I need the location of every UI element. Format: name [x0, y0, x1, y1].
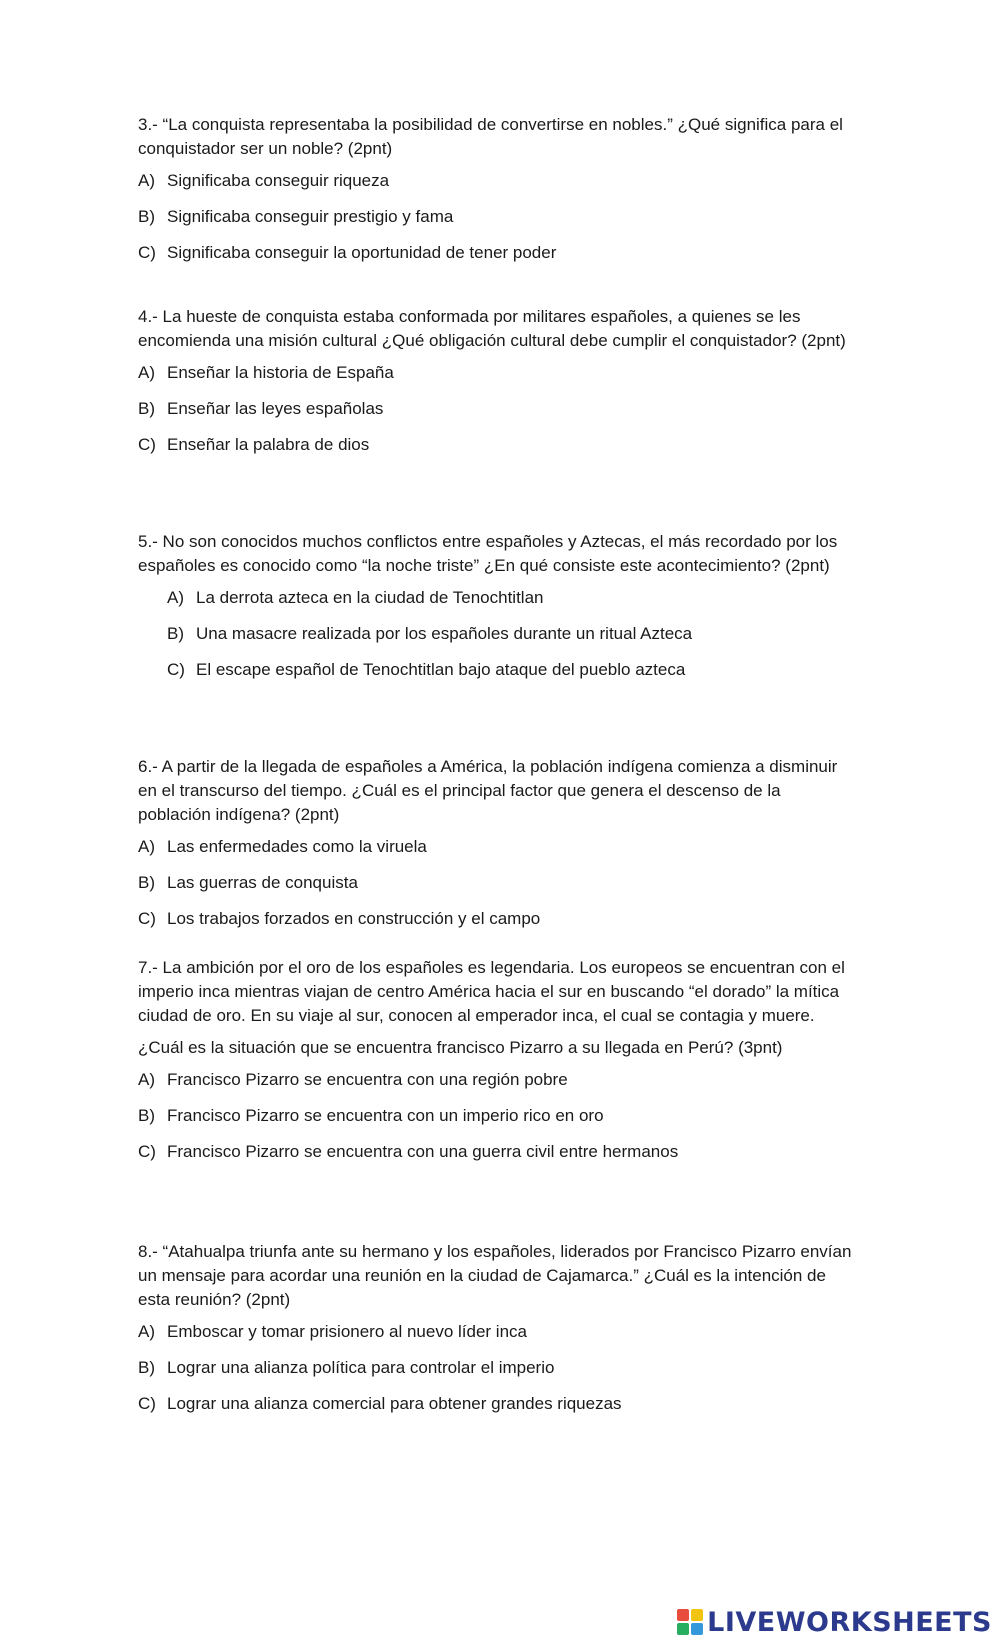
- option-letter: C): [138, 243, 156, 262]
- option-text: Las enfermedades como la viruela: [167, 837, 427, 856]
- question-8: [138, 1240, 858, 1428]
- option-c[interactable]: [138, 241, 858, 277]
- option-text: Enseñar las leyes españolas: [167, 399, 384, 418]
- option-letter: C): [138, 435, 156, 454]
- option-text: Lograr una alianza política para controlar el imperio: [167, 1358, 555, 1377]
- options-list: [138, 169, 858, 277]
- option-letter: A): [167, 588, 184, 607]
- option-text: El escape español de Tenochtitlan bajo ataque del pueblo azteca: [196, 660, 686, 679]
- option-b[interactable]: [138, 205, 858, 241]
- option-letter: B): [138, 1106, 155, 1125]
- option-a[interactable]: [138, 361, 858, 397]
- question-3: [138, 113, 858, 277]
- options-list: [138, 835, 858, 943]
- options-list: [138, 1320, 858, 1428]
- option-letter: C): [138, 909, 156, 928]
- option-text: Una masacre realizada por los españoles durante un ritual Azteca: [196, 624, 693, 643]
- option-c[interactable]: [138, 1392, 858, 1428]
- option-b[interactable]: [167, 622, 858, 658]
- option-text: Las guerras de conquista: [167, 873, 358, 892]
- option-c[interactable]: [138, 1140, 858, 1176]
- option-letter: B): [167, 624, 184, 643]
- option-b[interactable]: [138, 871, 858, 907]
- option-text: Emboscar y tomar prisionero al nuevo líder inca: [167, 1322, 527, 1341]
- option-a[interactable]: [167, 586, 858, 622]
- option-text: Significaba conseguir riqueza: [167, 171, 390, 190]
- question-text: 6.- A partir de la llegada de españoles a América, la población indígena comienza a disminuir en el transcurso del tiempo. ¿Cuál es el principal factor que genera el descenso de la población indígena? (2pnt): [138, 757, 838, 824]
- option-c[interactable]: [138, 907, 858, 943]
- option-c[interactable]: [167, 658, 858, 694]
- logo-tile: [677, 1623, 689, 1635]
- option-text: La derrota azteca en la ciudad de Tenochtitlan: [196, 588, 544, 607]
- options-list: [138, 361, 858, 469]
- option-letter: A): [138, 1070, 155, 1089]
- question-text: 4.- La hueste de conquista estaba conformada por militares españoles, a quienes se les encomienda una misión cultural ¿Qué obligación cultural debe cumplir el conquistador? (2pnt): [138, 307, 846, 350]
- options-list: [167, 586, 858, 694]
- option-letter: A): [138, 837, 155, 856]
- option-a[interactable]: [138, 835, 858, 871]
- liveworksheets-logo[interactable]: [677, 1605, 992, 1639]
- option-letter: A): [138, 1322, 155, 1341]
- option-letter: B): [138, 207, 155, 226]
- logo-tile: [691, 1609, 703, 1621]
- option-text: Enseñar la historia de España: [167, 363, 394, 382]
- liveworksheets-logo-icon: [677, 1609, 703, 1635]
- option-a[interactable]: [138, 1068, 858, 1104]
- option-letter: C): [138, 1142, 156, 1161]
- question-5: [138, 530, 858, 694]
- logo-tile: [677, 1609, 689, 1621]
- question-6: [138, 755, 858, 943]
- question-text: 3.- “La conquista representaba la posibilidad de convertirse en nobles.” ¿Qué significa para el conquistador ser un noble? (2pnt): [138, 115, 843, 158]
- option-letter: A): [138, 363, 155, 382]
- logo-tile: [691, 1623, 703, 1635]
- option-text: Lograr una alianza comercial para obtener grandes riquezas: [167, 1394, 622, 1413]
- option-text: Enseñar la palabra de dios: [167, 435, 370, 454]
- options-list: [138, 1068, 858, 1176]
- question-text: 8.- “Atahualpa triunfa ante su hermano y los españoles, liderados por Francisco Pizarro envían un mensaje para acordar una reunión en la ciudad de Cajamarca.” ¿Cuál es la intención de esta reunión? (2pnt): [138, 1242, 852, 1309]
- option-text: Francisco Pizarro se encuentra con una guerra civil entre hermanos: [167, 1142, 679, 1161]
- option-text: Significaba conseguir prestigio y fama: [167, 207, 454, 226]
- option-letter: C): [138, 1394, 156, 1413]
- question-text: 5.- No son conocidos muchos conflictos entre españoles y Aztecas, el más recordado por los españoles es conocido como “la noche triste” ¿En qué consiste este acontecimiento? (2pnt): [138, 532, 838, 575]
- option-c[interactable]: [138, 433, 858, 469]
- brand-name: LIVEWORKSHEETS: [707, 1606, 992, 1638]
- question-4: [138, 305, 858, 469]
- option-a[interactable]: [138, 169, 858, 205]
- option-text: Los trabajos forzados en construcción y el campo: [167, 909, 541, 928]
- option-a[interactable]: [138, 1320, 858, 1356]
- option-b[interactable]: [138, 1356, 858, 1392]
- option-text: Francisco Pizarro se encuentra con un imperio rico en oro: [167, 1106, 604, 1125]
- option-letter: B): [138, 399, 155, 418]
- option-text: Significaba conseguir la oportunidad de tener poder: [167, 243, 557, 262]
- question-7: [138, 956, 858, 1176]
- option-b[interactable]: [138, 1104, 858, 1140]
- option-text: Francisco Pizarro se encuentra con una región pobre: [167, 1070, 568, 1089]
- option-letter: C): [167, 660, 185, 679]
- option-letter: B): [138, 1358, 155, 1377]
- question-text: 7.- La ambición por el oro de los españoles es legendaria. Los europeos se encuentran con el imperio inca mientras viajan de centro América hacia el sur en buscando “el dorado” la mítica ciudad de oro. En su viaje al sur, conocen al emperador inca, el cual se contagia y muere.: [138, 958, 845, 1025]
- option-letter: A): [138, 171, 155, 190]
- question-subtext: ¿Cuál es la situación que se encuentra francisco Pizarro a su llegada en Perú? (3pnt): [138, 1038, 783, 1057]
- option-letter: B): [138, 873, 155, 892]
- option-b[interactable]: [138, 397, 858, 433]
